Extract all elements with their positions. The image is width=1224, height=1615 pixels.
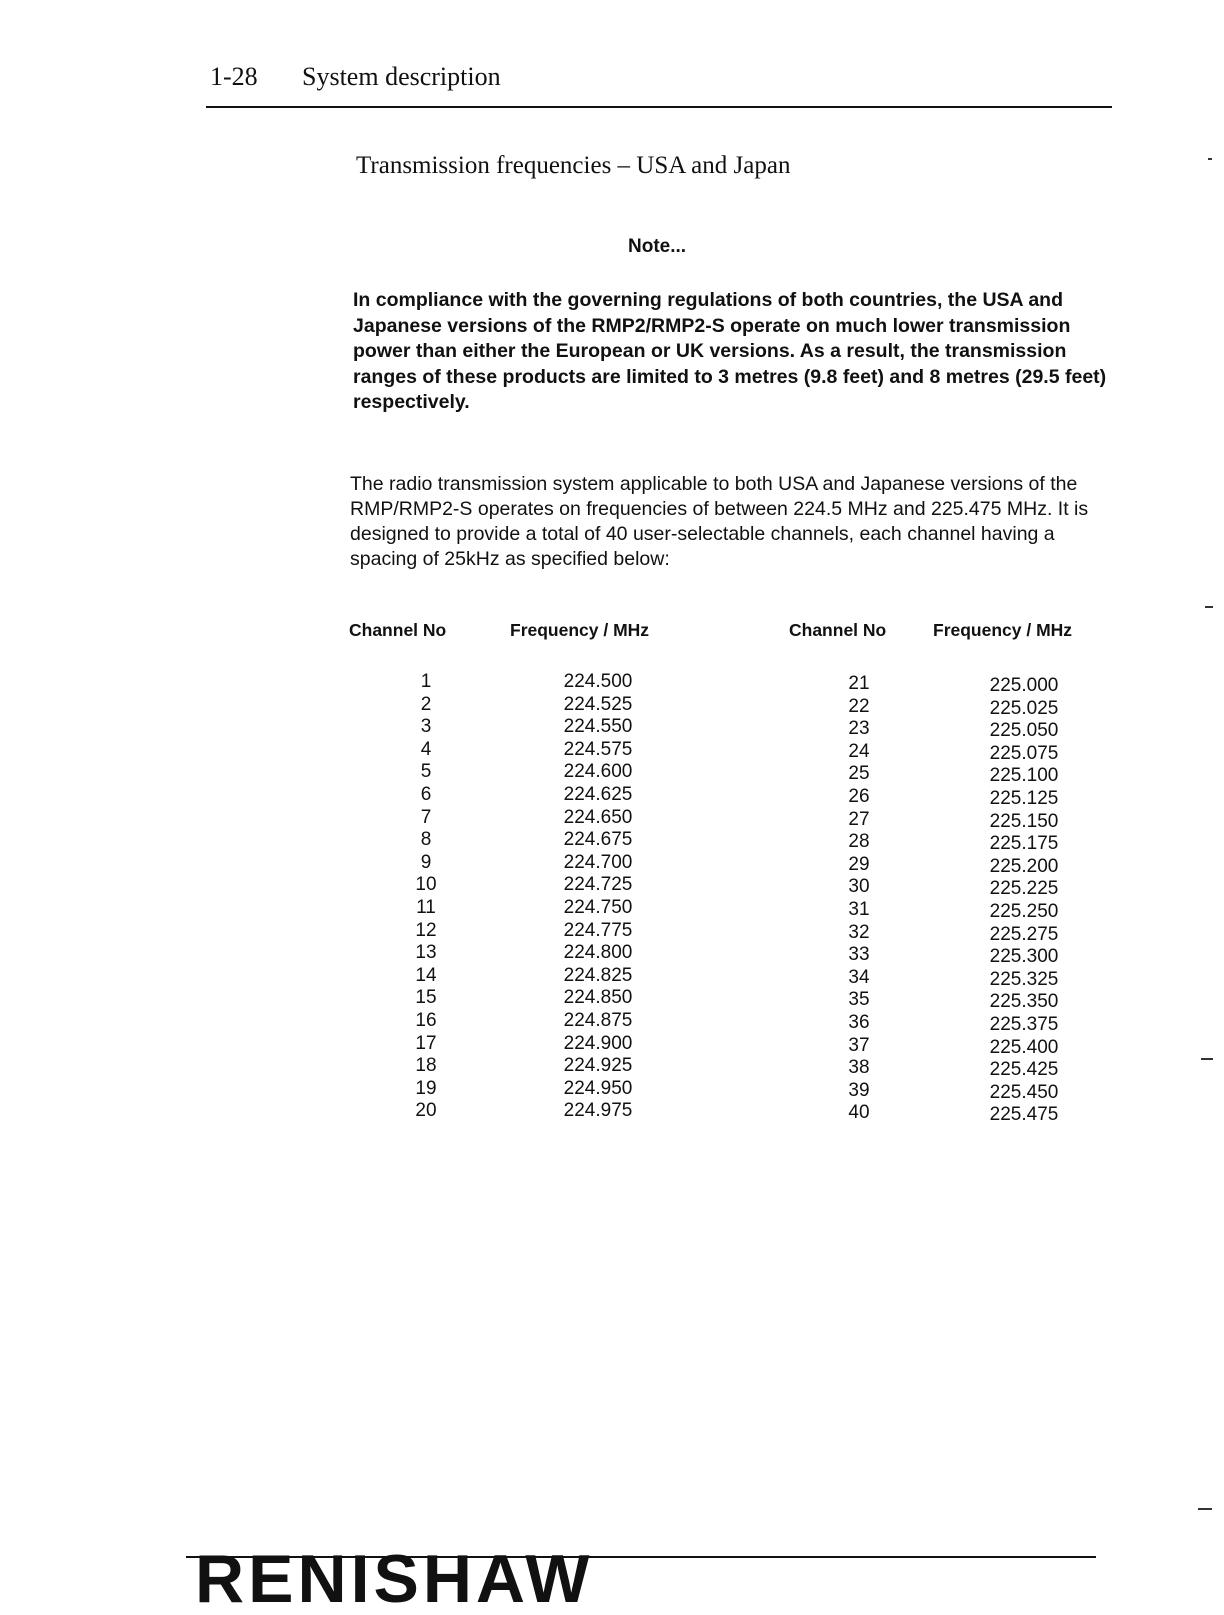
channel-cell-26: 26	[848, 785, 870, 807]
channel-cell-36: 36	[848, 1011, 870, 1033]
frequency-cell-29: 225.200	[989, 855, 1059, 877]
frequency-cell-26: 225.125	[989, 787, 1059, 809]
channel-cell-13: 13	[415, 942, 437, 964]
frequency-column-left	[548, 671, 648, 1123]
channel-cell-37: 37	[848, 1034, 870, 1056]
scan-edge-mark	[1198, 1508, 1212, 1510]
channel-cell-6: 6	[420, 783, 432, 805]
channel-cell-8: 8	[420, 829, 432, 851]
frequency-cell-30: 225.225	[989, 878, 1059, 900]
channel-cell-24: 24	[848, 740, 870, 762]
channel-cell-16: 16	[415, 1009, 437, 1031]
frequency-cell-33: 225.300	[989, 946, 1059, 968]
frequency-cell-11: 224.750	[563, 896, 633, 918]
channel-cell-10: 10	[415, 874, 437, 896]
frequency-cell-12: 224.775	[563, 919, 633, 941]
channel-cell-17: 17	[415, 1032, 437, 1054]
frequency-cell-23: 225.050	[989, 720, 1059, 742]
frequency-cell-28: 225.175	[989, 833, 1059, 855]
frequency-cell-40: 225.475	[989, 1104, 1059, 1126]
channel-cell-3: 3	[420, 716, 432, 738]
channel-cell-14: 14	[415, 964, 437, 986]
frequency-cell-38: 225.425	[989, 1059, 1059, 1081]
frequency-cell-27: 225.150	[989, 810, 1059, 832]
frequency-cell-4: 224.575	[563, 738, 633, 760]
column-header-channel-right: Channel No	[789, 620, 887, 640]
channel-cell-28: 28	[848, 831, 870, 853]
frequency-cell-10: 224.725	[563, 874, 633, 896]
frequency-column-right	[974, 675, 1074, 1127]
frequency-cell-3: 224.550	[563, 716, 633, 738]
frequency-cell-17: 224.900	[563, 1032, 633, 1054]
channel-cell-30: 30	[848, 876, 870, 898]
channel-cell-20: 20	[415, 1100, 437, 1122]
frequency-cell-36: 225.375	[989, 1013, 1059, 1035]
frequency-cell-22: 225.025	[989, 697, 1059, 719]
channel-cell-11: 11	[416, 896, 436, 918]
column-header-channel-left: Channel No	[349, 620, 447, 640]
channel-cell-15: 15	[415, 987, 437, 1009]
frequency-cell-24: 225.075	[989, 742, 1059, 764]
frequency-cell-5: 224.600	[563, 761, 633, 783]
scan-edge-mark	[1201, 1058, 1213, 1060]
channel-cell-18: 18	[415, 1055, 437, 1077]
frequency-cell-13: 224.800	[563, 942, 633, 964]
frequency-cell-35: 225.350	[989, 991, 1059, 1013]
body-paragraph: The radio transmission system applicable to both USA and Japanese versions of the RMP/RMP2-S operates on frequencies of between 224.5 MHz and 225.475 MHz. It is designed to provide a total of 40 user-selectable channels, each channel having a spacing of 25kHz as specified below:	[350, 473, 1089, 570]
channel-cell-4: 4	[420, 738, 432, 760]
frequency-cell-34: 225.325	[989, 968, 1059, 990]
channel-cell-39: 39	[848, 1079, 870, 1101]
scan-edge-mark	[1208, 158, 1212, 160]
channel-cell-23: 23	[848, 718, 870, 740]
channel-cell-7: 7	[420, 806, 432, 828]
channel-cell-12: 12	[415, 919, 437, 941]
channel-cell-22: 22	[848, 695, 870, 717]
header-section-title: System description	[302, 62, 501, 91]
channel-cell-34: 34	[848, 966, 870, 988]
brand-logo-icon	[195, 1541, 635, 1615]
frequency-cell-18: 224.925	[563, 1055, 633, 1077]
channel-cell-9: 9	[420, 851, 432, 873]
frequency-cell-32: 225.275	[989, 923, 1059, 945]
page-number: 1-28	[210, 62, 258, 91]
channel-cell-5: 5	[420, 761, 432, 783]
header-divider	[206, 106, 1112, 108]
channel-cell-35: 35	[848, 989, 870, 1011]
frequency-cell-25: 225.100	[989, 765, 1059, 787]
frequency-cell-37: 225.400	[989, 1036, 1059, 1058]
frequency-cell-2: 224.525	[563, 693, 633, 715]
channel-cell-1: 1	[420, 671, 432, 692]
running-header	[210, 62, 1110, 92]
frequency-cell-16: 224.875	[563, 1009, 633, 1031]
channel-cell-38: 38	[848, 1057, 870, 1079]
frequency-cell-7: 224.650	[563, 806, 633, 828]
channel-cell-2: 2	[420, 693, 432, 715]
channel-cell-19: 19	[415, 1077, 437, 1099]
frequency-cell-39: 225.450	[989, 1081, 1059, 1103]
channel-cell-25: 25	[848, 763, 870, 785]
brand-logo-graphic	[195, 1541, 635, 1615]
frequency-cell-8: 224.675	[563, 829, 633, 851]
note-text: In compliance with the governing regulations of both countries, the USA and Japanese versions of the RMP2/RMP2-S operate on much lower transmission power than either the European or UK versions. As a result, the transmission ranges of these products are limited to 3 metres (9.8 feet) and 8 metres (29.5 feet) respectively.	[353, 289, 1107, 413]
frequency-cell-14: 224.825	[563, 964, 633, 986]
channel-column-right	[829, 673, 889, 1125]
section-title: Transmission frequencies – USA and Japan	[356, 152, 791, 179]
channel-column-left	[396, 671, 456, 1123]
channel-cell-32: 32	[848, 921, 870, 943]
frequency-cell-31: 225.250	[989, 900, 1059, 922]
column-header-frequency-right: Frequency / MHz	[933, 620, 1073, 640]
channel-cell-27: 27	[848, 808, 870, 830]
channel-cell-31: 31	[848, 898, 870, 920]
column-header-frequency-left: Frequency / MHz	[510, 620, 650, 640]
frequency-cell-6: 224.625	[563, 783, 633, 805]
channel-cell-33: 33	[848, 944, 870, 966]
frequency-cell-20: 224.975	[563, 1100, 633, 1122]
scan-edge-mark	[1205, 606, 1213, 608]
frequency-cell-19: 224.950	[563, 1077, 633, 1099]
frequency-cell-1: 224.500	[563, 671, 633, 692]
frequency-cell-9: 224.700	[563, 851, 633, 873]
frequency-cell-21: 225.000	[989, 675, 1059, 696]
channel-cell-21: 21	[848, 673, 870, 694]
channel-cell-40: 40	[848, 1102, 870, 1124]
brand-logo-text: RENISHAW	[195, 1541, 594, 1615]
note-label: Note...	[628, 236, 687, 257]
frequency-cell-15: 224.850	[563, 987, 633, 1009]
channel-cell-29: 29	[848, 853, 870, 875]
